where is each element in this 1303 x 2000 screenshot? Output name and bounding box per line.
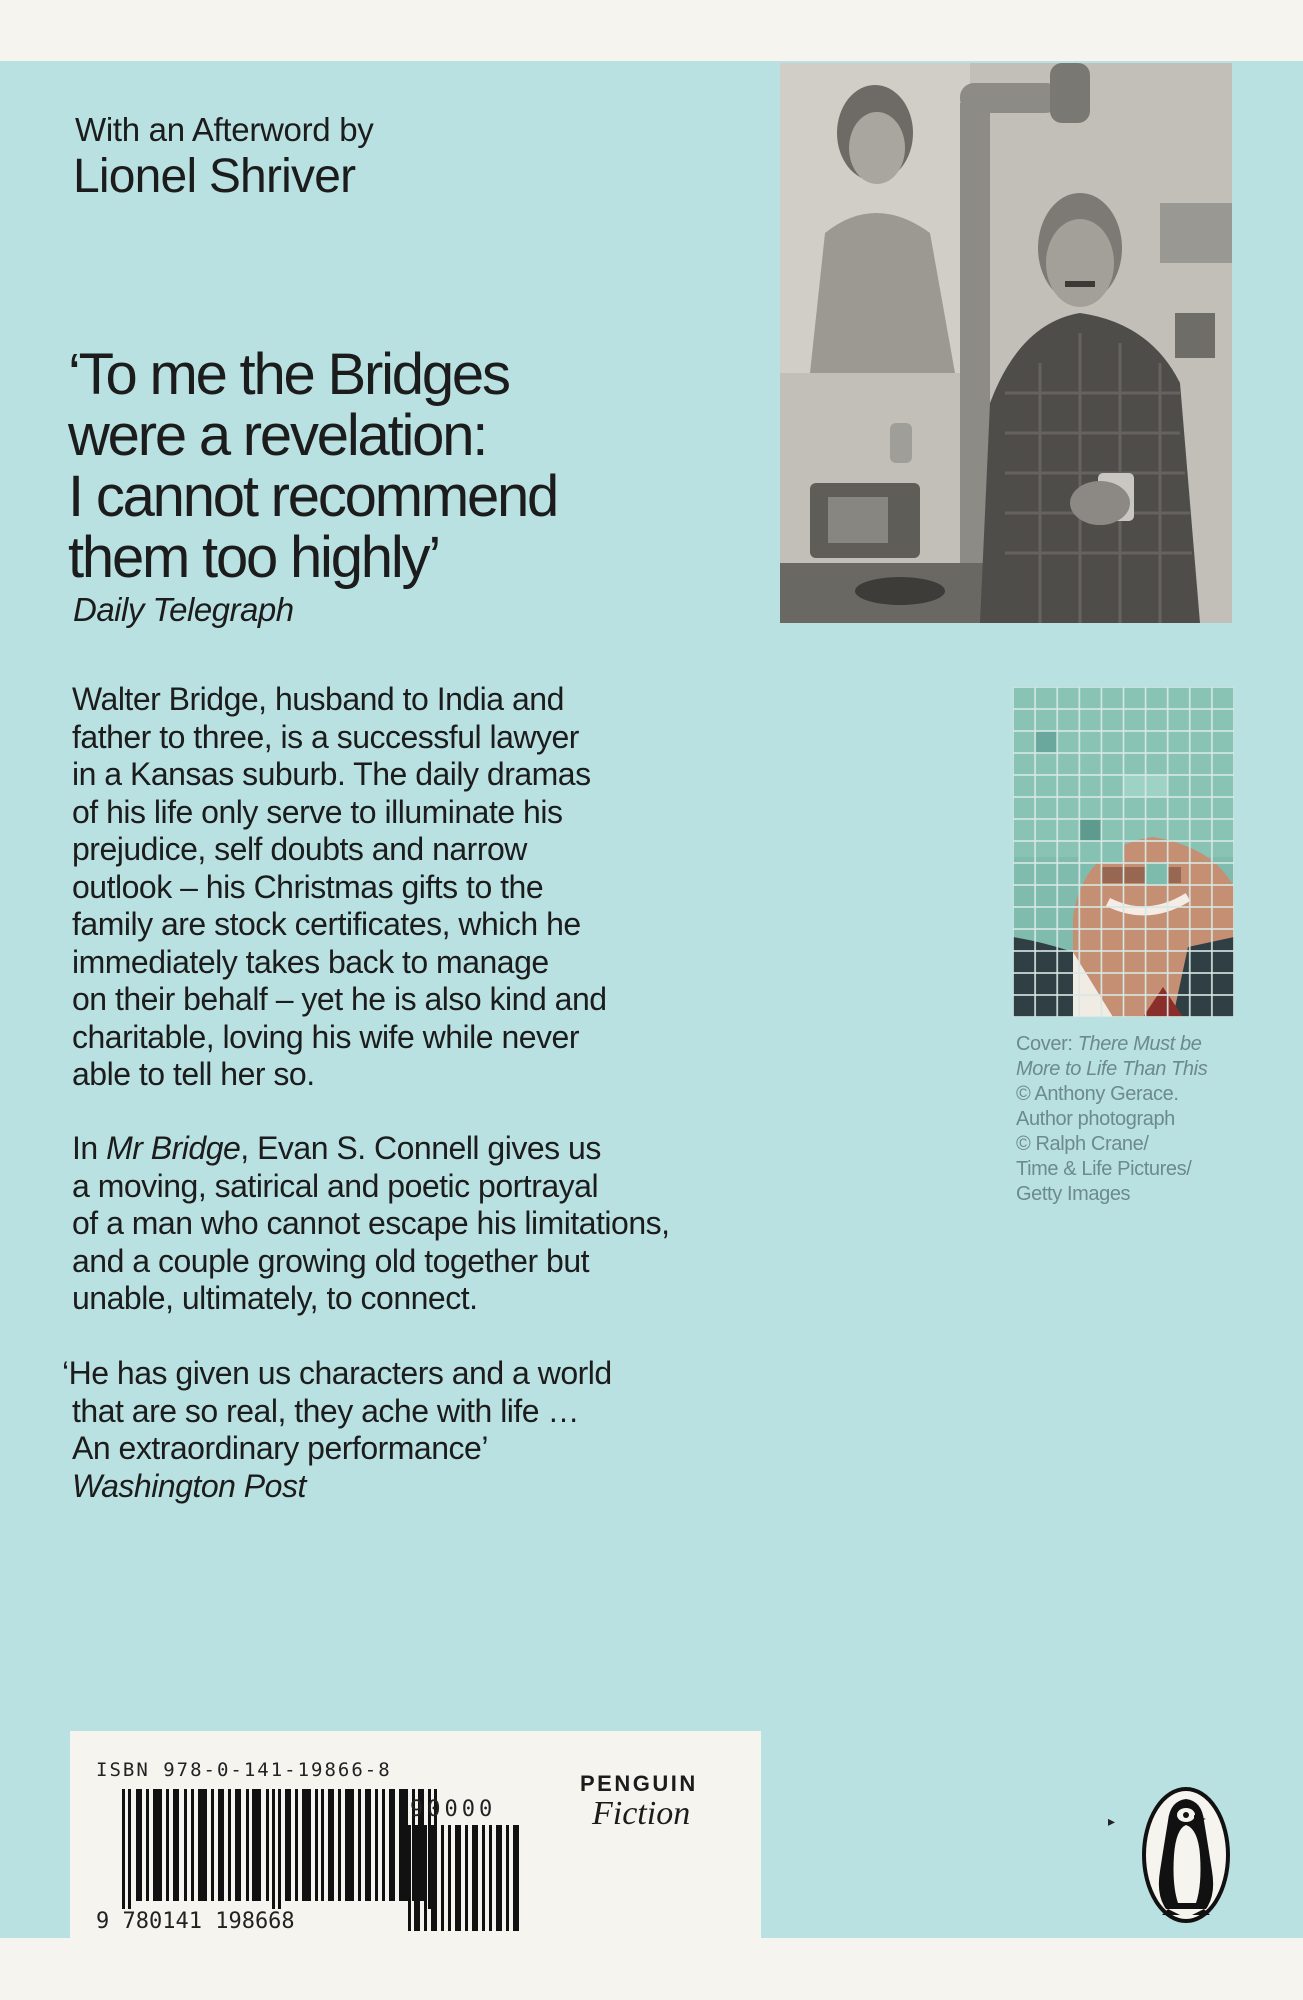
afterword-author: Lionel Shriver [73, 150, 356, 203]
cover-title: More to Life Than This [1016, 1058, 1208, 1080]
blurb-line: unable, ultimately, to connect. [72, 1280, 478, 1316]
cover-credit [1016, 1032, 1266, 1207]
credit-cover-label: Cover: [1016, 1033, 1073, 1055]
imprint-series: Fiction [592, 1795, 691, 1832]
pull-quote [68, 344, 688, 588]
closing-quote-line: ‘He has given us characters and a world [62, 1355, 612, 1391]
blurb-line: on their behalf – yet he is also kind and [72, 981, 607, 1017]
imprint-name: PENGUIN [580, 1771, 698, 1796]
blurb-line: of his life only serve to illuminate his [72, 793, 563, 830]
barcode-digits: 9 780141 198668 [96, 1909, 295, 1934]
pull-quote-source: Daily Telegraph [73, 591, 294, 628]
credit-line: Author photograph [1016, 1108, 1175, 1130]
credit-line: Getty Images [1016, 1183, 1131, 1205]
blurb-line: a moving, satirical and poetic portrayal [72, 1167, 599, 1204]
credit-line [1016, 1032, 1266, 1057]
credit-line: Time & Life Pictures/ [1016, 1158, 1192, 1180]
blurb-line: outlook – his Christmas gifts to the [72, 868, 544, 905]
blurb-paragraph-2 [72, 1130, 792, 1318]
cover-artwork [1013, 687, 1234, 1017]
blurb-line: Walter Bridge, husband to India and [72, 681, 564, 717]
blurb-intro: In [72, 1130, 98, 1166]
pull-quote-line: were a revelation: [68, 403, 487, 468]
blurb-paragraph-1 [72, 681, 792, 1094]
closing-quote [62, 1355, 782, 1505]
blurb-line: charitable, loving his wife while never [72, 1018, 579, 1055]
blurb-line: family are stock certificates, which he [72, 906, 581, 942]
credit-line: © Anthony Gerace. [1016, 1083, 1179, 1105]
cover-title: There Must be [1077, 1033, 1202, 1055]
blurb-line: and a couple growing old together but [72, 1242, 589, 1279]
author-photograph [780, 63, 1232, 623]
penguin-logo-icon [1140, 1785, 1232, 1925]
blurb-line [72, 1130, 792, 1168]
closing-quote-line: An extraordinary performance’ [72, 1430, 488, 1466]
credit-line: © Ralph Crane/ [1016, 1133, 1149, 1155]
blurb-line: in a Kansas suburb. The daily dramas [72, 756, 591, 792]
closing-quote-source: Washington Post [72, 1467, 306, 1504]
book-title: Mr Bridge [106, 1130, 241, 1166]
blurb-line: able to tell her so. [72, 1056, 315, 1092]
small-mark: ▸ [1108, 1813, 1116, 1829]
closing-quote-line: that are so real, they ache with life … [72, 1392, 579, 1429]
price-code: 90000 [410, 1797, 497, 1822]
blurb-line: of a man who cannot escape his limitations, [72, 1205, 670, 1241]
pull-quote-line: them too highly’ [68, 525, 440, 590]
blurb-line: father to three, is a successful lawyer [72, 718, 579, 755]
barcode-addon [408, 1825, 528, 1931]
isbn-text: ISBN 978-0-141-19866-8 [96, 1759, 392, 1781]
afterword-by-line: With an Afterword by [75, 111, 374, 148]
blurb-line-rest: , Evan S. Connell gives us [240, 1130, 601, 1166]
pull-quote-line: I cannot recommend [68, 464, 558, 529]
barcode-panel [70, 1731, 761, 1938]
credit-line [1016, 1057, 1266, 1082]
blurb-line: immediately takes back to manage [72, 943, 549, 980]
pull-quote-line: ‘To me the Bridges [68, 342, 509, 407]
blurb-line: prejudice, self doubts and narrow [72, 831, 527, 867]
barcode-main [122, 1789, 448, 1909]
